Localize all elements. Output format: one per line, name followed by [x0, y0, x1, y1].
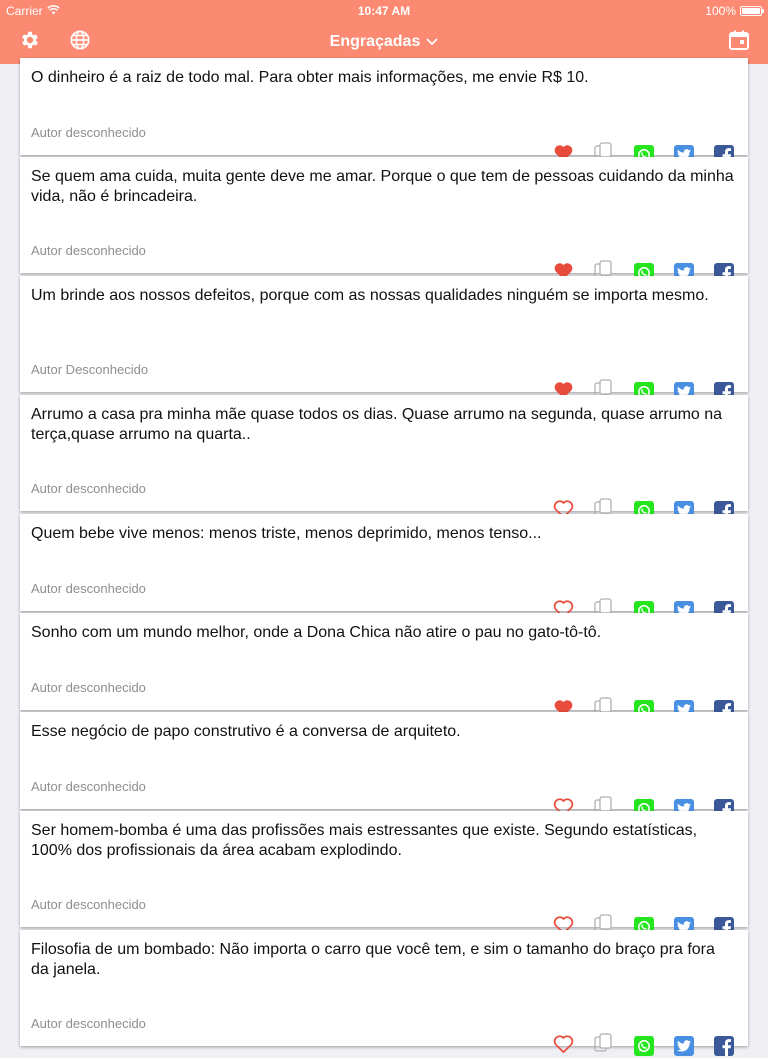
battery-icon — [740, 6, 762, 16]
status-time: 10:47 AM — [357, 4, 411, 18]
quote-author: Autor Desconhecido — [31, 362, 149, 377]
calendar-button[interactable] — [725, 28, 753, 56]
facebook-share-button[interactable] — [713, 1035, 734, 1056]
battery-status — [705, 4, 762, 18]
quote-author: Autor desconhecido — [31, 897, 146, 912]
quote-author: Autor desconhecido — [31, 779, 146, 794]
globe-icon — [69, 29, 91, 56]
quote-card[interactable] — [20, 395, 748, 511]
quote-text: Ser homem-bomba é uma das profissões mais estressantes que existe. Segundo estatísticas, 100% dos profissionais da área acabam explodindo. — [31, 822, 698, 859]
whatsapp-share-button[interactable] — [633, 1035, 654, 1056]
quote-author: Autor desconhecido — [31, 243, 146, 258]
quote-author: Autor desconhecido — [31, 581, 146, 596]
quote-card[interactable] — [20, 930, 748, 1046]
quote-author: Autor desconhecido — [31, 481, 146, 496]
facebook-icon — [714, 1036, 734, 1056]
quote-actions — [553, 1035, 734, 1056]
whatsapp-icon — [634, 1036, 654, 1056]
favorite-button[interactable] — [553, 1035, 574, 1056]
quote-text: Sonho com um mundo melhor, onde a Dona Chica não atire o pau no gato-tô-tô. — [31, 624, 602, 641]
page-title: Engraçadas — [329, 33, 421, 50]
quote-text: Um brinde aos nossos defeitos, porque com as nossas qualidades ninguém se importa mesmo. — [31, 287, 709, 304]
settings-button[interactable] — [16, 28, 44, 56]
twitter-share-button[interactable] — [673, 1035, 694, 1056]
language-button[interactable] — [66, 28, 94, 56]
quote-text: O dinheiro é a raiz de todo mal. Para obter mais informações, me envie R$ 10. — [31, 69, 589, 86]
twitter-icon — [674, 1036, 694, 1056]
status-bar — [0, 0, 768, 20]
battery-percent: 100% — [705, 4, 736, 18]
quote-text: Arrumo a casa pra minha mãe quase todos os dias. Quase arrumo na segunda, quase arrumo na terça,quase arrumo na quarta.. — [31, 406, 723, 443]
quote-text: Filosofia de um bombado: Não importa o carro que você tem, e sim o tamanho do braço pra fora da janela. — [31, 941, 715, 978]
quote-author: Autor desconhecido — [31, 125, 146, 140]
gear-icon — [19, 29, 41, 56]
quote-text: Esse negócio de papo construtivo é a conversa de arquiteto. — [31, 723, 461, 740]
quote-card[interactable] — [20, 157, 748, 273]
quote-card[interactable] — [20, 712, 748, 809]
quote-card[interactable] — [20, 514, 748, 611]
heart-icon — [553, 1034, 574, 1058]
quote-card[interactable] — [20, 613, 748, 710]
category-selector[interactable] — [264, 33, 504, 51]
quote-author: Autor desconhecido — [31, 680, 146, 695]
quote-card[interactable] — [20, 276, 748, 392]
copy-icon — [594, 1033, 614, 1058]
quote-text: Quem bebe vive menos: menos triste, menos deprimido, menos tenso... — [31, 525, 542, 542]
chevron-down-icon — [426, 33, 438, 51]
quote-card[interactable] — [20, 58, 748, 155]
copy-button[interactable] — [593, 1035, 614, 1056]
quote-author: Autor desconhecido — [31, 1016, 146, 1031]
carrier-label: Carrier — [6, 4, 43, 18]
quote-card[interactable] — [20, 811, 748, 927]
calendar-icon — [729, 30, 749, 55]
quote-text: Se quem ama cuida, muita gente deve me amar. Porque o que tem de pessoas cuidando da minha vida, não é brincadeira. — [31, 168, 734, 205]
